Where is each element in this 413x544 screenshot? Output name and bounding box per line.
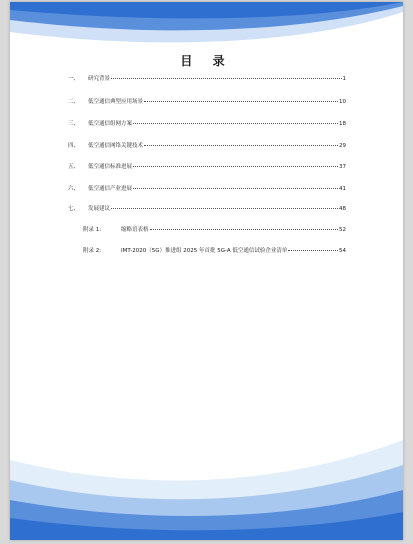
dot-leader — [133, 188, 338, 189]
toc-entry-number: 六、 — [68, 186, 80, 192]
toc-entry-page: 48 — [339, 206, 346, 212]
toc-entry-page: 18 — [339, 121, 346, 127]
toc-entry-page: 10 — [339, 99, 346, 105]
dot-leader — [111, 78, 341, 79]
toc-entry[interactable] — [68, 97, 346, 107]
appendix-entry-page: 52 — [339, 227, 346, 233]
toc-entry-page: 1 — [342, 76, 346, 82]
dot-leader — [288, 250, 338, 251]
toc-entry-number: 七、 — [68, 206, 80, 212]
toc-entry[interactable] — [68, 141, 346, 151]
footer-wave-decoration — [10, 420, 403, 540]
appendix-entry-label: IMT-2020（5G）推进组 2025 年首批 5G-A 低空通信试验企业清单 — [121, 248, 288, 254]
toc-entry[interactable] — [68, 119, 346, 129]
toc-entry[interactable] — [68, 184, 346, 194]
dot-leader — [144, 145, 338, 146]
toc-entry-label: 低空通信典型应用场景 — [88, 99, 144, 105]
toc-entry-page: 37 — [339, 164, 346, 170]
toc-entry-page: 41 — [339, 186, 346, 192]
toc-entry-number: 四、 — [68, 143, 80, 149]
dot-leader — [133, 166, 338, 167]
dot-leader — [111, 208, 338, 209]
toc-entry-number: 一、 — [68, 76, 80, 82]
appendix-entry-page: 54 — [339, 248, 346, 254]
dot-leader — [144, 101, 338, 102]
appendix-entry[interactable] — [83, 225, 346, 235]
dot-leader — [150, 229, 338, 230]
toc-entry[interactable] — [68, 74, 346, 84]
toc-entry-number: 三、 — [68, 121, 80, 127]
toc-entry-label: 发展建议 — [88, 206, 111, 212]
toc-entry-number: 二、 — [68, 99, 80, 105]
toc-entry-label: 低空通信标准进展 — [88, 164, 133, 170]
document-page — [10, 2, 403, 540]
dot-leader — [133, 123, 338, 124]
toc-entry[interactable] — [68, 204, 346, 214]
appendix-entry-number: 附录 1: — [83, 227, 102, 233]
appendix-entry[interactable] — [83, 246, 346, 256]
toc-entry-label: 低空通信组网方案 — [88, 121, 133, 127]
appendix-entry-label: 缩略语表格 — [121, 227, 149, 233]
toc-entry-label: 研究背景 — [88, 76, 111, 82]
toc-entry-label: 低空通信产业进展 — [88, 186, 133, 192]
toc-entry-label: 低空通信网络关键技术 — [88, 143, 144, 149]
toc-entry-page: 29 — [339, 143, 346, 149]
toc-entry[interactable] — [68, 162, 346, 172]
toc-entry-number: 五、 — [68, 164, 80, 170]
appendix-entry-number: 附录 2: — [83, 248, 102, 254]
toc-title: 目 录 — [180, 54, 233, 68]
